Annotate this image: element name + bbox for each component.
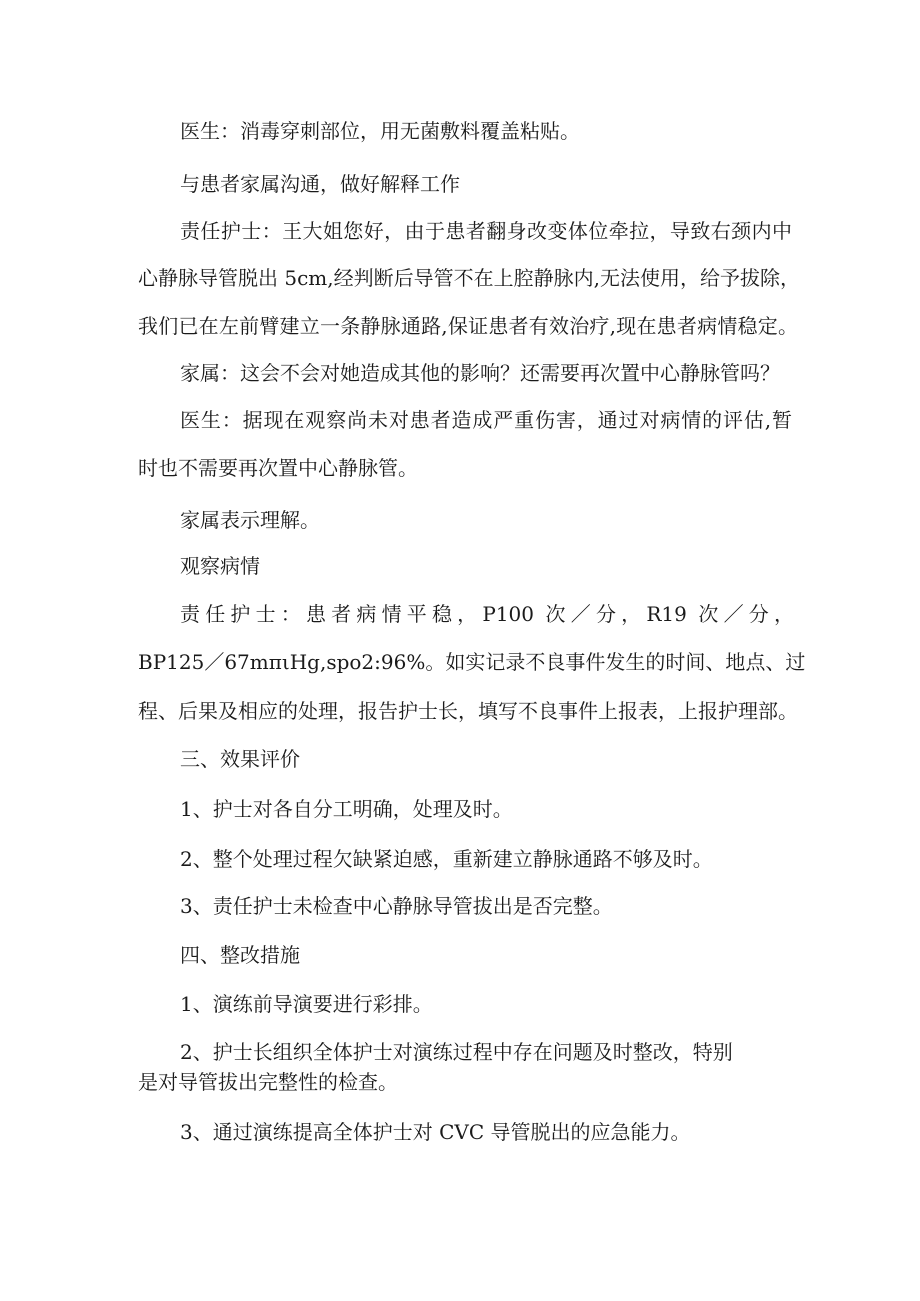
heading-family-communication: 与患者家属沟通，做好解释工作: [180, 172, 460, 196]
paragraph-vitals-line-1: 责任护士：患者病情平稳，P100 次／分，R19 次／分，: [180, 602, 794, 626]
paragraph-family-understands: 家属表示理解。: [180, 508, 320, 532]
measure-item-3: 3、通过演练提高全体护士对 CVC 导管脱出的应急能力。: [180, 1120, 691, 1144]
paragraph-nurse-line-3: 我们已在左前臂建立一条静脉通路,保证患者有效治疗,现在患者病情稳定。: [138, 314, 798, 338]
section-heading-evaluation: 三、效果评价: [180, 747, 300, 771]
measure-item-2-line-1: 2、护士长组织全体护士对演练过程中存在问题及时整改，特别: [180, 1040, 733, 1064]
measure-item-1: 1、演练前导演要进行彩排。: [180, 992, 433, 1016]
paragraph-family-question: 家属：这会不会对她造成其他的影响？还需要再次置中心静脉管吗？: [180, 361, 780, 385]
paragraph-nurse-line-1: 责任护士：王大姐您好，由于患者翻身改变体位牵拉，导致右颈内中: [180, 219, 792, 243]
paragraph-vitals-line-2: BP125／67mπιHg,spo2:96%。如实记录不良事件发生的时间、地点、过: [138, 650, 806, 674]
section-heading-corrective-measures: 四、整改措施: [180, 943, 300, 967]
heading-observe-condition: 观察病情: [180, 554, 260, 578]
paragraph-nurse-line-2: 心静脉导管脱出 5cm,经判断后导管不在上腔静脉内,无法使用，给予拔除，: [138, 266, 800, 290]
paragraph-doctor-reply-line-1: 医生：据现在观察尚未对患者造成严重伤害，通过对病情的评估,暂: [180, 408, 792, 432]
paragraph-vitals-line-3: 程、后果及相应的处理，报告护士长，填写不良事件上报表，上报护理部。: [138, 699, 798, 723]
paragraph-doctor-disinfect: 医生：消毒穿刺部位，用无菌敷料覆盖粘贴。: [180, 119, 580, 143]
paragraph-doctor-reply-line-2: 时也不需要再次置中心静脉管。: [138, 456, 418, 480]
evaluation-item-2: 2、整个处理过程欠缺紧迫感，重新建立静脉通路不够及时。: [180, 847, 713, 871]
evaluation-item-3: 3、责任护士未检查中心静脉导管拔出是否完整。: [180, 894, 613, 918]
measure-item-2-line-2: 是对导管拔出完整性的检查。: [138, 1070, 398, 1094]
evaluation-item-1: 1、护士对各自分工明确，处理及时。: [180, 797, 513, 821]
